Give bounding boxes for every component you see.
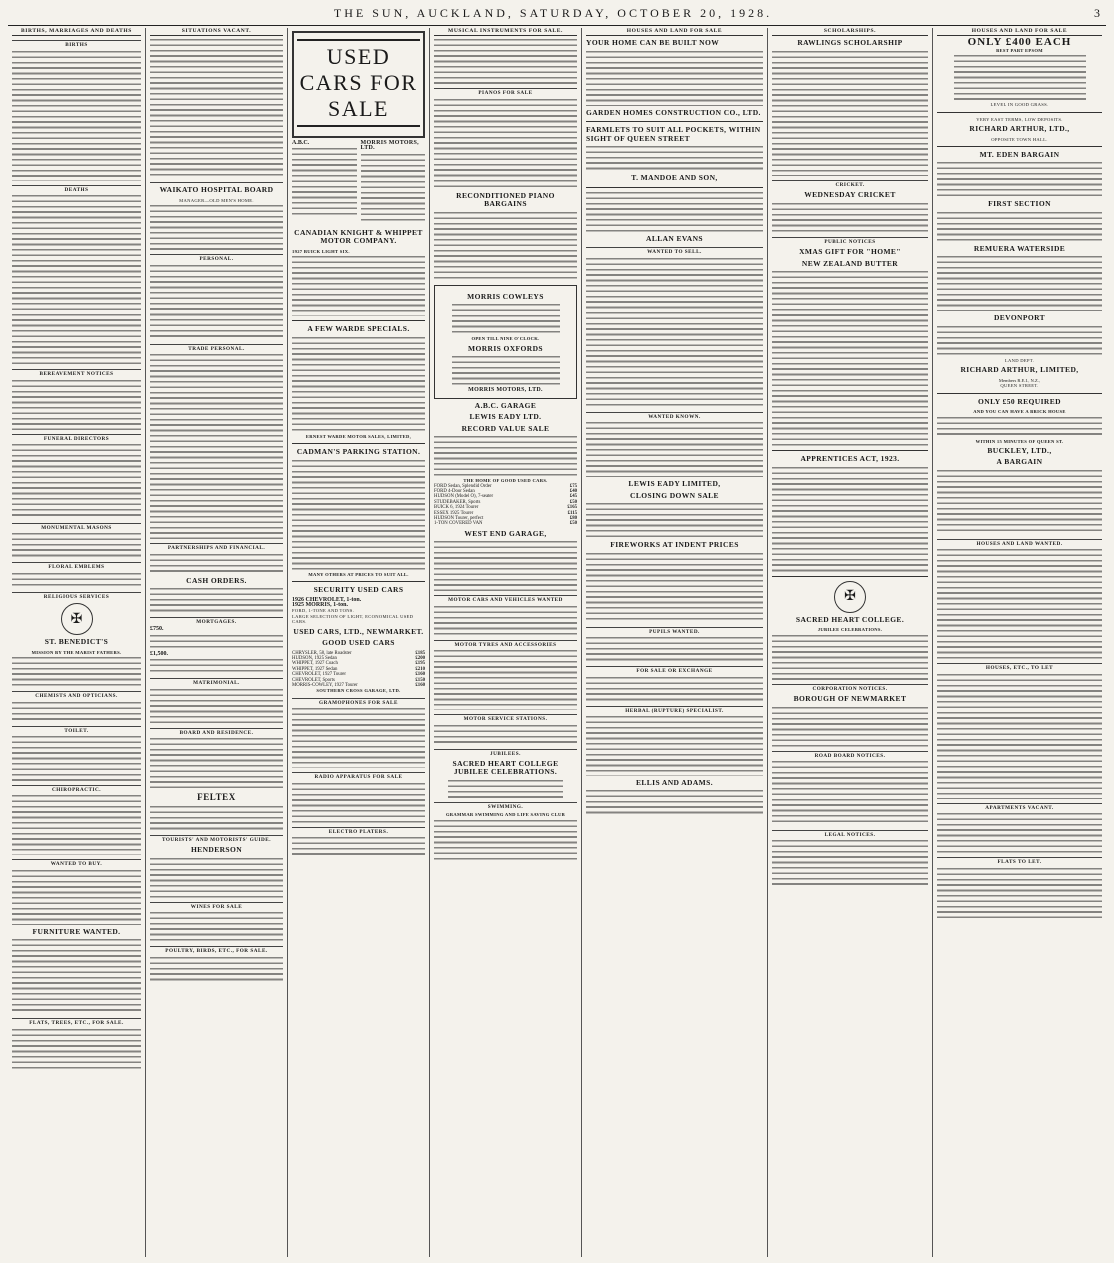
morris-motors: MORRIS MOTORS, LTD. <box>468 387 543 394</box>
personal-text <box>150 265 283 340</box>
wanted-sell-text <box>586 258 763 408</box>
price-value: £210 <box>415 666 425 672</box>
remuera-text <box>937 256 1102 311</box>
flats-sale-heading: FLATS, TREES, ETC., FOR SALE. <box>12 1018 141 1026</box>
divider <box>292 581 425 582</box>
column-situations <box>146 28 288 1257</box>
feltex-ad: FELTEX <box>197 792 236 803</box>
poultry-text <box>150 957 283 982</box>
pupils-text <box>586 637 763 662</box>
houses-wanted-text <box>937 549 1102 659</box>
jubilee-text <box>772 635 928 680</box>
sale-exchange-text <box>586 677 763 702</box>
chiropractic-text <box>12 795 141 855</box>
price-value: £75 <box>569 483 577 489</box>
price-value: £160 <box>415 683 425 688</box>
grammar-text <box>434 820 577 860</box>
a-bargain: A BARGAIN <box>996 457 1043 467</box>
grammar-club: GRAMMAR SWIMMING AND LIFE SAVING CLUB <box>445 812 566 818</box>
few-warde: A FEW WARDE SPECIALS. <box>307 324 410 334</box>
large-selection: LARGE SELECTION OF LIGHT, ECONOMICAL USED CARS. <box>292 613 414 625</box>
good-used-cars: GOOD USED CARS <box>322 638 395 648</box>
houses-heading-2: HOUSES AND LAND FOR SALE <box>937 29 1102 36</box>
jubilee-celebrations: JUBILEE CELEBRATIONS. <box>817 627 883 633</box>
ellis-adams: ELLIS AND ADAMS. <box>635 777 714 787</box>
jubilees-heading: JUBILEES. <box>434 749 577 757</box>
price-list <box>434 484 577 527</box>
price-item: CHRYSLER, 58, late Roadster <box>292 650 352 656</box>
price-value: £115 <box>567 510 577 516</box>
tourists-heading: TOURISTS' AND MOTORISTS' GUIDE. <box>150 835 283 843</box>
mission-title: MISSION BY THE MARIST FATHERS. <box>31 649 122 655</box>
motor-service-heading: MOTOR SERVICE STATIONS. <box>434 714 577 722</box>
reconditioned-text <box>434 212 577 282</box>
price-item: WHIPPET, 1927 Sedan <box>292 666 338 672</box>
reconditioned-pianos: RECONDITIONED PIANO BARGAINS <box>456 190 555 209</box>
land-dept: LAND DEPT. <box>1004 357 1035 363</box>
floral-heading: FLORAL EMBLEMS <box>12 562 141 570</box>
columns <box>8 28 1106 1257</box>
gramophones-heading: GRAMOPHONES FOR SALE <box>292 698 425 706</box>
religious-heading: RELIGIOUS SERVICES <box>12 592 141 600</box>
divider <box>150 182 283 183</box>
divider <box>292 320 425 321</box>
buick-text <box>292 256 425 316</box>
pianos-heading: PIANOS FOR SALE <box>434 88 577 96</box>
record-value: RECORD VALUE SALE <box>461 423 550 433</box>
morris-ad-box <box>434 285 577 399</box>
security-used-cars: SECURITY USED CARS <box>313 585 404 595</box>
musical-heading: MUSICAL INSTRUMENTS FOR SALE. <box>434 29 577 36</box>
price-item: CHEVROLET, 1927 Tourer <box>292 672 346 678</box>
price-value: £165 <box>567 505 577 511</box>
column-musical <box>430 28 582 1257</box>
mortgages-heading: MORTGAGES. <box>150 617 283 625</box>
price-item: 1-TON COVERED VAN <box>434 521 483 527</box>
motor-tyres-text <box>434 650 577 710</box>
toilet-heading: TOILET. <box>12 726 141 734</box>
column-houses-2 <box>933 28 1106 1257</box>
legal-heading: LEGAL NOTICES. <box>772 830 928 838</box>
births-text <box>12 51 141 181</box>
morris-title: MORRIS MOTORS, LTD. <box>360 140 419 152</box>
members-rei: Members R.E.I., N.Z., <box>998 377 1041 383</box>
used-cars-headline: USED CARS FOR SALE <box>297 39 420 127</box>
houses-wanted-heading: HOUSES AND LAND WANTED. <box>937 539 1102 547</box>
price-value: £40 <box>569 488 577 494</box>
jubilee-dates <box>448 780 562 798</box>
cross-icon: ✠ <box>834 581 866 613</box>
toilet-text <box>12 736 141 781</box>
price-value: £160 <box>415 672 425 678</box>
divider <box>937 393 1102 394</box>
matrimonial-heading: MATRIMONIAL. <box>150 678 283 686</box>
divider <box>772 450 928 451</box>
farmlets: FARMLETS TO SUIT ALL POCKETS, WITHIN SIGHT OF QUEEN STREET <box>586 125 761 143</box>
abc-text <box>292 148 357 218</box>
corporation-heading: CORPORATION NOTICES. <box>772 684 928 692</box>
sacred-heart-college: SACRED HEART COLLEGE. <box>795 614 905 624</box>
chiropractic-heading: CHIROPRACTIC. <box>12 785 141 793</box>
lewis-eady: LEWIS EADY LTD. <box>469 412 542 422</box>
cricket-heading: CRICKET. <box>772 180 928 188</box>
sale-exchange-heading: FOR SALE OR EXCHANGE <box>586 666 763 674</box>
motor-service-text <box>434 725 577 745</box>
partnerships-text <box>150 554 283 574</box>
pupils-wanted-heading: PUPILS WANTED. <box>586 627 763 635</box>
canadian-knight: CANADIAN KNIGHT & WHIPPET MOTOR COMPANY. <box>294 227 423 246</box>
southern-cross: SOUTHERN CROSS GARAGE, LTD. <box>316 688 401 694</box>
funeral-text <box>12 444 141 519</box>
masthead-title: THE SUN, AUCKLAND, SATURDAY, OCTOBER 20, 1928. <box>333 6 773 20</box>
devonport-text <box>937 326 1102 356</box>
morris-oxfords: MORRIS OXFORDS <box>468 343 543 353</box>
apprentices-act: APPRENTICES ACT, 1923. <box>800 454 900 464</box>
mt-eden-bargain: MT. EDEN BARGAIN <box>979 149 1060 159</box>
henderson-text <box>150 858 283 898</box>
mission-text <box>12 657 141 687</box>
bargain-text <box>937 470 1102 535</box>
pianos-text <box>434 99 577 189</box>
floral-text <box>12 573 141 588</box>
scholarships-heading: SCHOLARSHIPS. <box>772 29 928 36</box>
gramophones-text <box>292 708 425 768</box>
cadmans: CADMAN'S PARKING STATION. <box>296 447 421 457</box>
queen-street: QUEEN STREET. <box>1000 383 1039 389</box>
price-item: MORRIS-COWLEY, 1927 Tourer <box>292 683 358 688</box>
price-item: BUICK 6, 1924 Tourer <box>434 505 479 511</box>
chemists-heading: CHEMISTS AND OPTICIANS. <box>12 691 141 699</box>
legal-text <box>772 840 928 885</box>
epsom-text <box>954 55 1086 100</box>
fireworks-text <box>586 553 763 623</box>
within-15-minutes: WITHIN 15 MINUTES OF QUEEN ST. <box>975 438 1064 444</box>
divider <box>937 146 1102 147</box>
wednesday-cricket: WEDNESDAY CRICKET <box>804 190 896 200</box>
board-text <box>150 738 283 788</box>
mandoe-and-son: T. MANDOE AND SON, <box>631 173 718 183</box>
opposite-town-hall: OPPOSITE TOWN HALL. <box>991 136 1048 142</box>
your-home-text <box>586 51 763 106</box>
cash-orders-text <box>150 588 283 613</box>
trade-personal-heading: TRADE PERSONAL. <box>150 344 283 352</box>
very-east-terms: VERY EAST TERMS, LOW DEPOSITS. <box>976 116 1063 122</box>
flats-sale-text <box>12 1029 141 1069</box>
road-board-heading: ROAD BOARD NOTICES. <box>772 751 928 759</box>
abc-ad <box>292 141 357 226</box>
motor-cars-wanted-text <box>434 606 577 636</box>
apartments-text <box>937 813 1102 853</box>
buick-title: 1927 BUICK LIGHT SIX. <box>292 248 350 254</box>
price-item: FORD Sedan, Splendid Order <box>434 483 492 489</box>
oxfords-text <box>452 356 560 386</box>
wines-text <box>150 912 283 942</box>
divider <box>292 443 425 444</box>
price-list <box>292 651 425 689</box>
deaths-heading: DEATHS <box>12 185 141 193</box>
births-deaths-heading: BIRTHS, MARRIAGES AND DEATHS <box>12 29 141 36</box>
newmarket-text <box>772 707 928 747</box>
motor-tyres-heading: MOTOR TYRES AND ACCESSORIES <box>434 640 577 648</box>
few-warde-text <box>292 337 425 432</box>
price-value: £45 <box>569 494 577 500</box>
price-value: £80 <box>569 515 577 521</box>
furniture-wanted: FURNITURE WANTED. <box>32 926 121 936</box>
partnerships-heading: PARTNERSHIPS AND FINANCIAL. <box>150 543 283 551</box>
price-row <box>434 521 577 526</box>
buckley-ltd: BUCKLEY, LTD., <box>987 445 1052 455</box>
funeral-heading: FUNERAL DIRECTORS <box>12 434 141 442</box>
wanted-buy-heading: WANTED TO BUY. <box>12 859 141 867</box>
only-50-required: ONLY £50 REQUIRED <box>978 396 1061 406</box>
column-used-cars <box>288 28 430 1257</box>
price-value: £50 <box>569 521 577 527</box>
price-item: HUDSON (Model O), 7-seater <box>434 494 494 500</box>
price-item: HUDSON, 1925 Sedan <box>292 655 337 661</box>
remuera-waterside: REMUERA WATERSIDE <box>973 243 1066 253</box>
flats-let-heading: FLATS TO LET. <box>937 857 1102 865</box>
masthead <box>8 6 1106 26</box>
monumental-heading: MONUMENTAL MASONS <box>12 523 141 531</box>
bereavement-text <box>12 380 141 430</box>
chemists-text <box>12 702 141 722</box>
richard-arthur-limited: RICHARD ARTHUR, LIMITED, <box>960 365 1079 375</box>
amount-750-text <box>150 635 283 650</box>
richard-arthur: RICHARD ARTHUR, LTD., <box>969 124 1070 134</box>
wanted-known-heading: WANTED KNOWN. <box>586 412 763 420</box>
divider <box>586 187 763 188</box>
rawlings-text <box>772 51 928 176</box>
allan-evans: ALLAN EVANS <box>646 233 703 243</box>
road-board-text <box>772 761 928 826</box>
motor-cars-wanted-heading: MOTOR CARS AND VEHICLES WANTED <box>434 595 577 603</box>
price-item: HUDSON Tourer, perfect <box>434 515 484 521</box>
houses-heading: HOUSES AND LAND FOR SALE <box>586 29 763 36</box>
many-others: MANY OTHERS AT PRICES TO SUIT ALL. <box>308 571 409 577</box>
abc-title: A.B.C. <box>292 140 310 146</box>
butter-text <box>772 271 928 446</box>
nz-butter: NEW ZEALAND BUTTER <box>801 258 899 268</box>
abc-garage: A.B.C. GARAGE <box>474 400 537 410</box>
apartments-heading: APARTMENTS VACANT. <box>937 803 1102 811</box>
furniture-text <box>12 939 141 1014</box>
column-houses <box>582 28 768 1257</box>
open-nine: OPEN TILL NINE O'CLOCK. <box>471 336 540 342</box>
divider <box>586 121 763 122</box>
price-item: STUDEBAKER, Sports <box>434 499 481 505</box>
dealer-row-1 <box>292 141 425 226</box>
apprentices-text <box>772 467 928 572</box>
devonport: DEVONPORT <box>993 313 1046 323</box>
first-section-text <box>937 212 1102 242</box>
personal-heading: PERSONAL. <box>150 254 283 262</box>
feltex-text <box>150 806 283 831</box>
divider <box>772 576 928 577</box>
mt-eden-text <box>937 162 1102 197</box>
wanted-known-text <box>586 422 763 477</box>
brick-house-text <box>937 417 1102 437</box>
cash-orders: CASH ORDERS. <box>186 575 247 585</box>
manager-title: MANAGER—OLD MEN'S HOME. <box>179 197 254 203</box>
price-item: FORD 4-Door Sedan <box>434 488 475 494</box>
electro-heading: ELECTRO PLATERS. <box>292 827 425 835</box>
price-value: £185 <box>415 650 425 656</box>
situations-heading: SITUATIONS VACANT. <box>150 29 283 36</box>
musical-text <box>434 39 577 84</box>
exchange-text <box>586 192 763 232</box>
rawlings-scholarship: RAWLINGS SCHOLARSHIP <box>797 38 903 48</box>
west-end-garage: WEST END GARAGE, <box>464 528 547 538</box>
best-part-epsom: BEST PART EPSOM <box>996 47 1043 53</box>
cowleys-text <box>452 304 560 334</box>
swimming-heading: SWIMMING. <box>434 802 577 810</box>
price-value: £200 <box>415 655 425 661</box>
only-400: ONLY £400 EACH <box>967 36 1072 49</box>
record-value-text <box>434 436 577 476</box>
poultry-heading: POULTRY, BIRDS, ETC., FOR SALE. <box>150 946 283 954</box>
price-value: £50 <box>569 499 577 505</box>
amount-1500: £1,500. <box>150 650 168 657</box>
home-good-cars: THE HOME OF GOOD USED CARS. <box>463 478 548 484</box>
garden-homes: GARDEN HOMES CONSTRUCTION CO., LTD. <box>586 107 761 117</box>
st-benedicts: ST. BENEDICT'S <box>44 637 109 647</box>
ellis-text <box>586 790 763 815</box>
cadmans-text <box>292 460 425 570</box>
used-cars-banner <box>292 31 425 138</box>
houses-let-heading: HOUSES, ETC., TO LET <box>937 663 1102 671</box>
wanted-buy-text <box>12 870 141 925</box>
fireworks: FIREWORKS AT INDENT PRICES <box>610 540 739 550</box>
west-end-text <box>434 541 577 591</box>
ernest-warde: ERNEST WARDE MOTOR SALES, LIMITED, <box>305 433 412 439</box>
ford-ton: FORD, 1-TONE AND TONS. <box>292 608 355 614</box>
waikato-board: WAIKATO HOSPITAL BOARD <box>159 185 274 195</box>
price-item: CHEVROLET, Sports <box>292 677 335 683</box>
newmarket-borough: BOROUGH OF NEWMARKET <box>793 694 907 704</box>
herbal-text <box>586 716 763 776</box>
herbal-heading: HERBAL (RUPTURE) SPECIALIST. <box>586 706 763 714</box>
morris-cowleys: MORRIS COWLEYS <box>467 291 544 301</box>
column-notices <box>768 28 933 1257</box>
amount-750: £750. <box>150 626 164 633</box>
radio-text <box>292 783 425 823</box>
henderson: HENDERSON <box>190 845 243 855</box>
flats-let-text <box>937 868 1102 918</box>
morris-1925: 1925 MORRIS, 1-ton. <box>292 601 349 608</box>
price-item: ESSEX 1925 Tourer <box>434 510 474 516</box>
births-heading: BIRTHS <box>12 40 141 48</box>
trade-personal-text <box>150 354 283 539</box>
used-cars-ltd: USED CARS, LTD., NEWMARKET. <box>293 626 424 636</box>
brick-house: AND YOU CAN HAVE A BRICK HOUSE <box>973 409 1066 415</box>
price-value: £195 <box>415 661 425 667</box>
your-home: YOUR HOME CAN BE BUILT NOW <box>586 38 720 48</box>
matrimonial-text <box>150 689 283 724</box>
xmas-gift: XMAS GIFT FOR "HOME" <box>799 247 901 257</box>
divider <box>937 112 1102 113</box>
cross-icon: ✠ <box>61 603 93 635</box>
morris-text <box>361 154 426 224</box>
sacred-heart-jubilee: SACRED HEART COLLEGE JUBILEE CELEBRATIONS. <box>452 758 559 777</box>
situations-text <box>150 39 283 179</box>
page-number: 3 <box>1094 6 1102 20</box>
farmlets-text <box>586 146 763 171</box>
closing-down-sale: CLOSING DOWN SALE <box>630 490 719 500</box>
column-births-deaths <box>8 28 146 1257</box>
wanted-sell-heading: WANTED TO SELL. <box>586 247 763 255</box>
morris-ad <box>361 141 426 226</box>
radio-heading: RADIO APPARATUS FOR SALE <box>292 772 425 780</box>
board-heading: BOARD AND RESIDENCE. <box>150 728 283 736</box>
manager-text <box>150 205 283 250</box>
monumental-text <box>12 533 141 558</box>
lewis-eady-ltd: LEWIS EADY LIMITED, <box>628 479 721 489</box>
deaths-text <box>12 195 141 365</box>
wines-heading: WINES FOR SALE <box>150 902 283 910</box>
price-value: £150 <box>415 677 425 683</box>
cricket-text <box>772 203 928 233</box>
bereavement-heading: BEREAVEMENT NOTICES <box>12 369 141 377</box>
first-section: FIRST SECTION <box>988 199 1051 209</box>
public-notices-heading: PUBLIC NOTICES <box>772 237 928 245</box>
chevrolet-1926: 1926 CHEVROLET, 1-ton. <box>292 596 362 603</box>
electro-text <box>292 837 425 857</box>
closing-down-text <box>586 503 763 538</box>
amount-1500-text <box>150 659 283 674</box>
level-grass: LEVEL IN GOOD GRASS. <box>990 102 1049 108</box>
price-item: WHIPPET, 1927 Coach <box>292 661 338 667</box>
houses-let-text <box>937 674 1102 799</box>
